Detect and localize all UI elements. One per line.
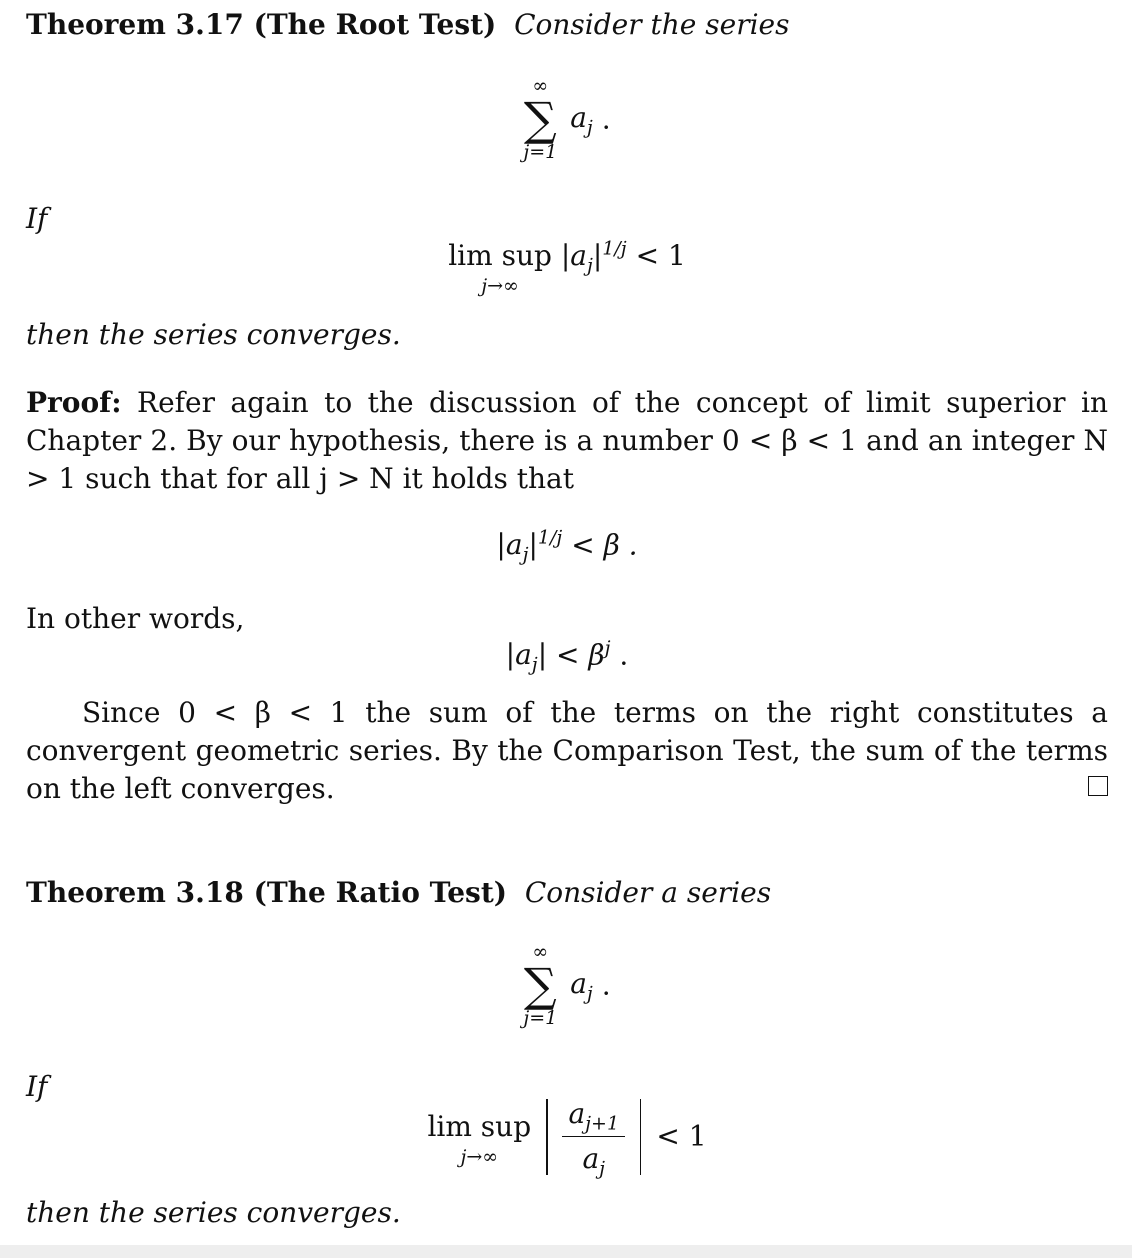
- sum-lower-limit: j=1: [523, 141, 558, 163]
- ratio-numerator: a: [568, 1097, 586, 1130]
- limsup-subscript: j→∞: [481, 275, 519, 297]
- eq1-rhs: < β .: [571, 528, 638, 562]
- eq2-close: |: [537, 638, 548, 672]
- ratio-denominator-sub: j: [599, 1157, 606, 1180]
- proof-paragraph-1: [26, 384, 1108, 498]
- limsup-operator: [448, 236, 552, 296]
- eq1-sub: j: [522, 543, 529, 566]
- sigma-symbol: ∑: [523, 92, 557, 146]
- proof-text-1: Refer again to the discussion of the concept of limit superior in Chapter 2. By our hypothesis, there is a number 0 < β < 1 and an integer N > 1 such that for all j > N it holds that: [26, 386, 1108, 495]
- abs-bar-left: [546, 1099, 548, 1175]
- ratio-fraction: [562, 1094, 625, 1179]
- eq2-sub: j: [531, 653, 538, 676]
- sum-operator: [523, 76, 557, 162]
- root-test-condition: [26, 236, 1108, 296]
- theorem-3-18-heading: [26, 874, 1108, 912]
- if-word-2: If: [26, 1070, 48, 1103]
- sum-term-2: a: [570, 966, 587, 1000]
- page-bottom-strip: [0, 1245, 1132, 1258]
- abs-close: |: [592, 239, 603, 272]
- sum-term: a: [570, 100, 587, 134]
- eq1-close: |: [528, 528, 538, 562]
- sum-term-sub: j: [586, 116, 593, 139]
- theorem-label-2: Theorem 3.18 (The Ratio Test): [26, 876, 508, 909]
- sum-term-sub-2: j: [586, 982, 593, 1005]
- proof-text-2: In other words,: [26, 602, 245, 635]
- exponent: 1/j: [602, 237, 627, 260]
- theorem-label: Theorem 3.17 (The Root Test): [26, 8, 497, 41]
- sum-end: .: [601, 102, 611, 136]
- proof-equation-2: [26, 638, 1108, 675]
- limsup-text: lim sup: [448, 239, 552, 272]
- limsup-text-2: lim sup: [427, 1109, 532, 1143]
- ratio-denominator: a: [582, 1142, 600, 1175]
- sum-lower-limit-2: j=1: [523, 1007, 558, 1029]
- theorem-statement-2: Consider a series: [524, 876, 772, 909]
- proof-text-3-content: Since 0 < β < 1 the sum of the terms on the right constitutes a convergent geometric series. By the Comparison Test, the sum of the terms on the left converges.: [26, 696, 1108, 805]
- conclusion-1: then the series converges.: [26, 318, 401, 351]
- eq2-lhs: |a: [505, 638, 532, 672]
- ratio-test-condition: [26, 1094, 1108, 1179]
- relation: < 1: [635, 239, 686, 272]
- eq2-exp: j: [604, 637, 611, 659]
- proof-label: Proof:: [26, 386, 122, 419]
- limsup-subscript-2: j→∞: [460, 1145, 499, 1168]
- conclusion-2: then the series converges.: [26, 1196, 401, 1229]
- theorem-statement: Consider the series: [514, 8, 790, 41]
- eq2-rhs: < β: [556, 638, 605, 672]
- relation-2: < 1: [656, 1119, 707, 1153]
- abs-bar-right: [640, 1099, 642, 1175]
- sum-upper-limit: ∞: [532, 75, 549, 97]
- sum-formula-1: [26, 76, 1108, 162]
- abs-term: |a: [560, 239, 587, 272]
- sum-operator-2: [523, 942, 557, 1028]
- if-word-1: If: [26, 202, 48, 235]
- sum-upper-limit-2: ∞: [532, 941, 549, 963]
- proof-equation-1: [26, 528, 1108, 565]
- eq1-lhs: |a: [496, 528, 523, 562]
- abs-term-sub: j: [586, 254, 593, 277]
- sum-formula-2: [26, 942, 1108, 1028]
- sum-end-2: .: [601, 968, 611, 1002]
- qed-box-icon: [1088, 776, 1108, 796]
- eq2-end: .: [619, 638, 629, 672]
- ratio-numerator-sub: j+1: [585, 1112, 620, 1135]
- eq1-exp: 1/j: [537, 527, 563, 549]
- theorem-3-17-heading: [26, 6, 1108, 44]
- limsup-operator-2: [427, 1107, 531, 1167]
- sigma-symbol-2: ∑: [523, 958, 557, 1012]
- qed-line: [26, 770, 1108, 808]
